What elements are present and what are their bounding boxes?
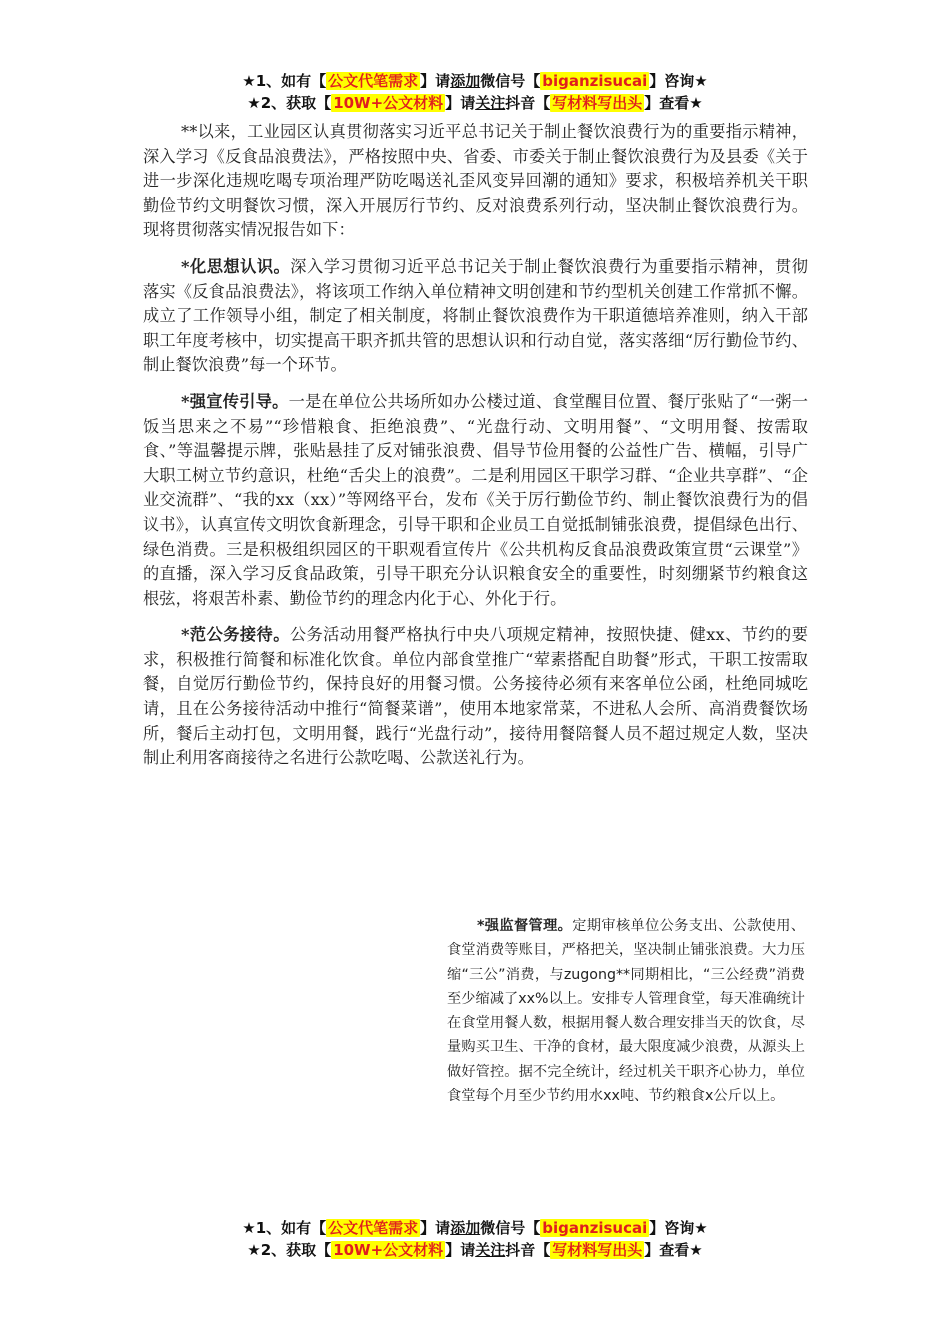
section-heading: *强宣传引导。 [181, 391, 289, 411]
banner-text: 抖音【 [505, 1241, 551, 1259]
banner-wechat-id: biganzisucai [542, 1219, 648, 1237]
section-supervision [447, 914, 805, 1108]
banner-highlight: 公文代笔需求 [328, 1219, 419, 1237]
section-reception [143, 623, 808, 771]
banner-douyin-id: 写材料写出头 [552, 1241, 643, 1259]
section-thought [143, 255, 808, 378]
section-heading: *强监督管理。 [477, 918, 573, 934]
bottom-banner [0, 1217, 950, 1261]
banner-underlined: 关注 [475, 1241, 506, 1259]
banner-underlined: 添加 [450, 72, 481, 90]
banner-text: 】请 [420, 72, 451, 90]
intro-paragraph: **以来，工业园区认真贯彻落实习近平总书记关于制止餐饮浪费行为的重要指示精神，深入学习《反食品浪费法》，严格按照中央、省委、市委关于制止餐饮浪费行为及县委《关于进一步深化违规吃喝专项治理严防吃喝送礼歪风变异回潮的通知》要求，积极培养机关干职勤俭节约文明餐饮习惯，深入开展厉行节约、反对浪费系列行动，坚决制止餐饮浪费行为。现将贯彻落实情况报告如下： [143, 122, 808, 240]
banner-highlight: 公文代笔需求 [328, 72, 419, 90]
banner-text: 】查看★ [644, 94, 703, 112]
banner-text: 】查看★ [644, 1241, 703, 1259]
banner-text: 】请 [445, 1241, 476, 1259]
banner-line-2 [0, 1239, 950, 1261]
section-heading: *范公务接待。 [181, 625, 290, 645]
banner-text: ★1、如有【 [242, 72, 327, 90]
banner-douyin-id: 写材料写出头 [552, 94, 643, 112]
banner-text: 微信号【 [480, 72, 541, 90]
banner-underlined: 关注 [475, 94, 506, 112]
banner-text: ★2、获取【 [247, 94, 332, 112]
section-text: 深入学习贯彻习近平总书记关于制止餐饮浪费行为重要指示精神，贯彻落实《反食品浪费法》，将该项工作纳入单位精神文明创建和节约型机关创建工作常抓不懈。成立了工作领导小组，制定了相关制度，将制止餐饮浪费作为干职道德培养准则，纳入干部职工年度考核中，切实提高干职齐抓共管的思想认识和行动自觉，落实落细“厉行勤俭节约、制止餐饮浪费”每一个环节。 [143, 256, 808, 375]
top-banner [0, 70, 950, 114]
banner-text: 微信号【 [480, 1219, 541, 1237]
section-text: 定期审核单位公务支出、公款使用、食堂消费等账目，严格把关，坚决制止铺张浪费。大力压缩“三公”消费，与zugong**同期相比，“三公经费”消费至少缩减了xx%以上。安排专人管理食堂，每天准确统计在食堂用餐人数，根据用餐人数合理安排当天的饮食，尽量购买卫生、干净的食材，最大限度减少浪费，从源头上做好管控。据不完全统计，经过机关干职齐心协力，单位食堂每个月至少节约用水xx吨、节约粮食x公斤以上。 [447, 918, 805, 1105]
section-text: 公务活动用餐严格执行中央八项规定精神，按照快捷、健xx、节约的要求，积极推行简餐和标准化饮食。单位内部食堂推广“荤素搭配自助餐”形式，干职工按需取餐，自觉厉行勤俭节约，保持良好的用餐习惯。公务接待必须有来客单位公函，杜绝同城吃请，且在公务接待活动中推行“简餐菜谱”，使用本地家常菜，不进私人会所、高消费餐饮场所，餐后主动打包，文明用餐，践行“光盘行动”，接待用餐陪餐人员不超过规定人数，坚决制止利用客商接待之名进行公款吃喝、公款送礼行为。 [143, 625, 808, 768]
banner-text: 】咨询★ [649, 1219, 708, 1237]
section-text: 一是在单位公共场所如办公楼过道、食堂醒目位置、餐厅张贴了“一粥一饭当思来之不易”“珍惜粮食、拒绝浪费”、“光盘行动、文明用餐”、“文明用餐、按需取食、”等温馨提示牌，张贴悬挂了反对铺张浪费、倡导节俭用餐的公益性广告、横幅，引导广大职工树立节约意识，杜绝“舌尖上的浪费”。二是利用园区干职学习群、“企业共享群”、“企业交流群”、“我的xx（xx）”等网络平台，发布《关于厉行勤俭节约、制止餐饮浪费行为的倡议书》，认真宣传文明饮食新理念，引导干职和企业员工自觉抵制铺张浪费，提倡绿色出行、绿色消费。三是积极组织园区的干职观看宣传片《公共机构反食品浪费政策宣贯“云课堂”》的直播，深入学习反食品政策，引导干职充分认识粮食安全的重要性，时刻绷紧节约粮食这根弦，将艰苦朴素、勤俭节约的理念内化于心、外化于行。 [143, 391, 808, 608]
banner-highlight: 10W+公文材料 [333, 1241, 444, 1259]
banner-text: 】请 [445, 94, 476, 112]
banner-text: ★2、获取【 [247, 1241, 332, 1259]
banner-text: 】咨询★ [649, 72, 708, 90]
banner-highlight: 10W+公文材料 [333, 94, 444, 112]
banner-text: ★1、如有【 [242, 1219, 327, 1237]
banner-wechat-id: biganzisucai [542, 72, 648, 90]
banner-underlined: 添加 [450, 1219, 481, 1237]
banner-text: 抖音【 [505, 94, 551, 112]
article-body [143, 120, 808, 783]
section-heading: *化思想认识。 [181, 256, 291, 276]
supervision-block [447, 914, 805, 1108]
section-publicity [143, 390, 808, 611]
banner-text: 】请 [420, 1219, 451, 1237]
banner-line-1 [0, 1217, 950, 1239]
banner-line-2 [0, 92, 950, 114]
banner-line-1 [0, 70, 950, 92]
